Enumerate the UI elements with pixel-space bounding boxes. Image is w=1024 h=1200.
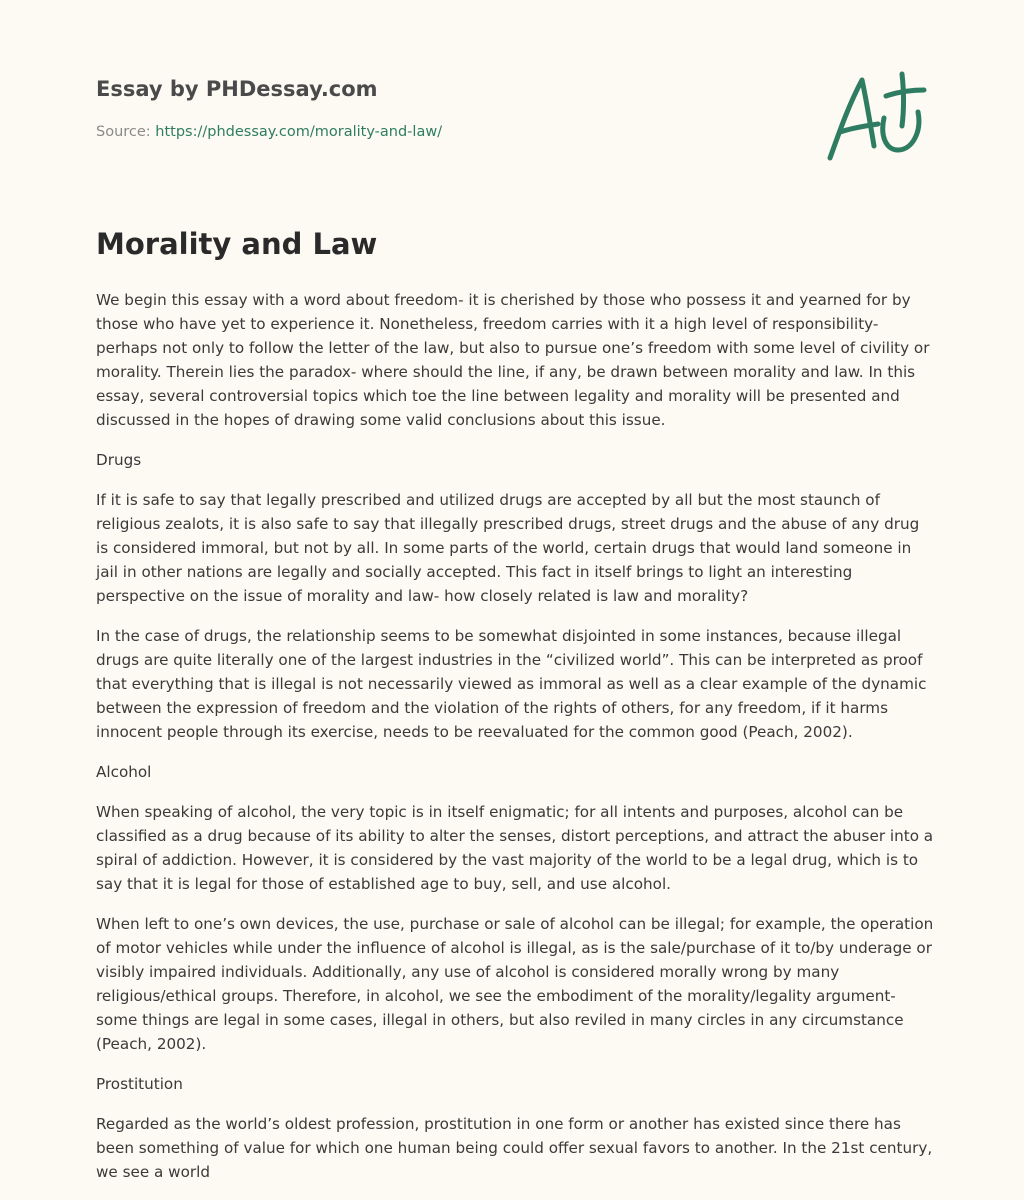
paragraph: If it is safe to say that legally prescribed and utilized drugs are accepted by all but the most staunch of religious zealots, it is also safe to say that illegally prescribed drugs, street drugs and the abuse of any drug is considered immoral, but not by all. In some parts of the world, certain drugs that would land someone in jail in other nations are legally and socially accepted. This fact in itself brings to light an interesting perspective on the issue of morality and law- how closely related is law and morality?	[96, 491, 920, 605]
site-title: Essay by PHDessay.com	[96, 77, 378, 101]
section-heading-prostitution: Prostitution	[96, 1075, 183, 1093]
essay-content	[96, 224, 934, 1200]
section-heading-alcohol: Alcohol	[96, 763, 152, 781]
section-heading-drugs: Drugs	[96, 451, 142, 469]
essay-title: Morality and Law	[96, 227, 378, 261]
paragraph: Regarded as the world’s oldest profession, prostitution in one form or another has existed since there has been something of value for which one human being could offer sexual favors to another. In the 21st century, we see a world	[96, 1115, 933, 1181]
a-plus-logo-icon	[818, 66, 930, 166]
source-label: Source:	[96, 124, 151, 140]
intro-paragraph: We begin this essay with a word about freedom- it is cherished by those who possess it and yearned for by those who have yet to experience it. Nonetheless, freedom carries with it a high level of responsibility- perhaps not only to follow the letter of the law, but also to pursue one’s freedom with some level of civility or morality. Therein lies the paradox- where should the line, if any, be drawn between morality and law. In this essay, several controversial topics which toe the line between legality and morality will be presented and discussed in the hopes of drawing some valid conclusions about this issue.	[96, 291, 930, 429]
document-header	[96, 74, 736, 142]
paragraph: When left to one’s own devices, the use, purchase or sale of alcohol can be illegal; for example, the operation of motor vehicles while under the influence of alcohol is illegal, as is the sale/purchase of it to/by underage or visibly impaired individuals. Additionally, any use of alcohol is considered morally wrong by many religious/ethical groups. Therefore, in alcohol, we see the embodiment of the morality/legality argument- some things are legal in some cases, illegal in others, but also reviled in many circles in any circumstance (Peach, 2002).	[96, 915, 934, 1053]
paragraph: In the case of drugs, the relationship seems to be somewhat disjointed in some instances, because illegal drugs are quite literally one of the largest industries in the “civilized world”. This can be interpreted as proof that everything that is illegal is not necessarily viewed as immoral as well as a clear example of the dynamic between the expression of freedom and the violation of the rights of others, for any freedom, if it harms innocent people through its exercise, needs to be reevaluated for the common good (Peach, 2002).	[96, 627, 927, 741]
source-link[interactable]: https://phdessay.com/morality-and-law/	[155, 124, 443, 140]
source-line	[96, 122, 736, 142]
paragraph: When speaking of alcohol, the very topic is in itself enigmatic; for all intents and purposes, alcohol can be classified as a drug because of its ability to alter the senses, distort perceptions, and attract the abuser into a spiral of addiction. However, it is considered by the vast majority of the world to be a legal drug, which is to say that it is legal for those of established age to buy, sell, and use alcohol.	[96, 803, 934, 893]
